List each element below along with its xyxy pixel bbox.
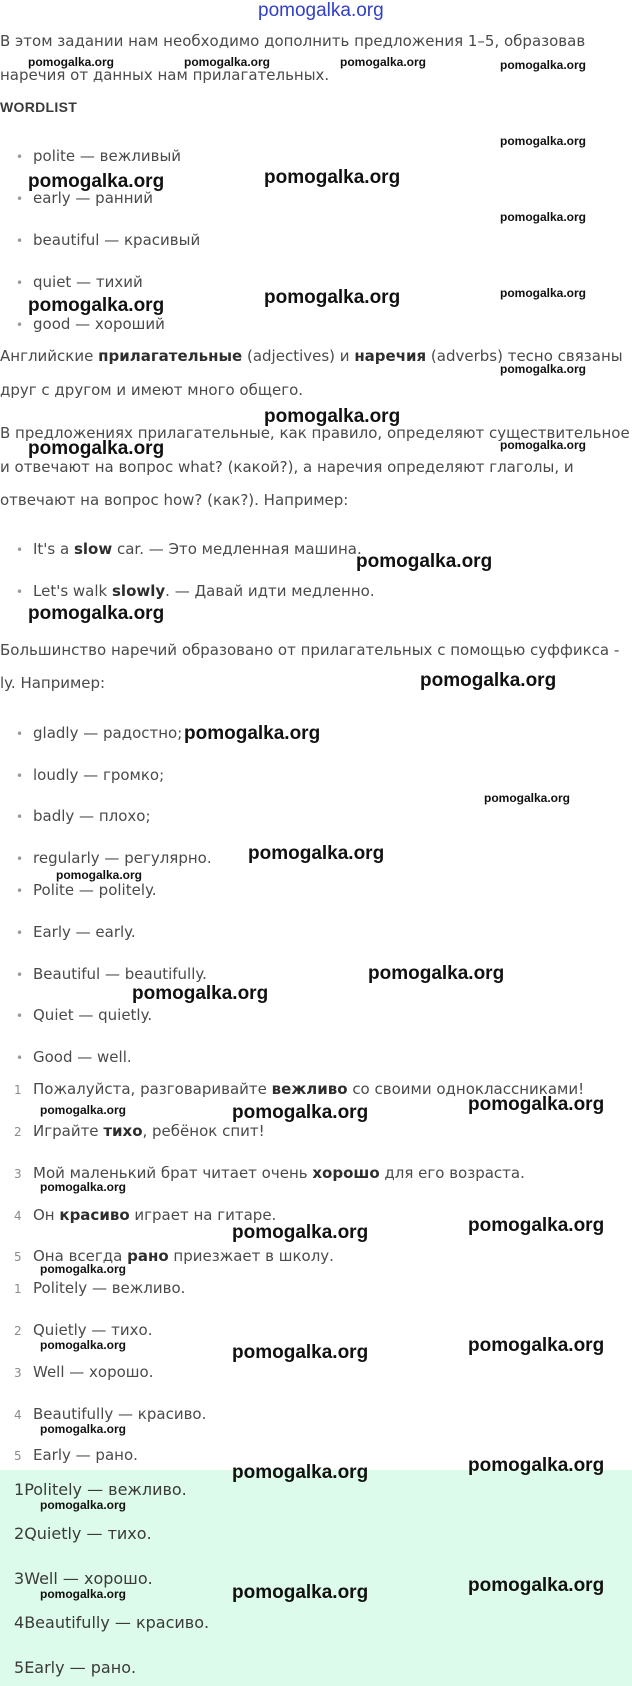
watermark: pomogalka.org bbox=[500, 58, 587, 72]
bullet-icon: • bbox=[16, 926, 24, 940]
theory-paragraph-2-line-1: В предложениях прилагательные, как правило, определяют существительное bbox=[0, 424, 630, 442]
bullet-icon: • bbox=[16, 192, 24, 206]
watermark: pomogalka.org bbox=[264, 406, 401, 427]
watermark: pomogalka.org bbox=[264, 287, 401, 308]
theory-paragraph-3-line-2: ly. Например: bbox=[0, 674, 106, 692]
answer-item: 5 Early — рано. bbox=[14, 1446, 138, 1464]
watermark: pomogalka.org bbox=[40, 1587, 127, 1601]
watermark: pomogalka.org bbox=[356, 551, 493, 572]
bullet-icon: • bbox=[16, 1009, 24, 1023]
bullet-icon: • bbox=[16, 543, 24, 557]
conversion-item: • Early — early. bbox=[16, 923, 136, 941]
watermark: pomogalka.org bbox=[28, 295, 165, 316]
bullet-icon: • bbox=[16, 234, 24, 248]
theory-paragraph-2-line-2: и отвечают на вопрос what? (какой?), а наречия определяют глаголы, и bbox=[0, 458, 574, 476]
watermark: pomogalka.org bbox=[28, 438, 165, 459]
watermark: pomogalka.org bbox=[40, 1338, 127, 1352]
example-item: • Let's walk slowly. — Давай идти медленно. bbox=[16, 582, 375, 600]
bullet-icon: • bbox=[16, 318, 24, 332]
final-answer-item: 3Well — хорошо. bbox=[14, 1569, 153, 1588]
answer-item: 4 Beautifully — красиво. bbox=[14, 1405, 207, 1423]
bullet-icon: • bbox=[16, 150, 24, 164]
sentence-item: 3 Мой маленький брат читает очень хорошо для его возраста. bbox=[14, 1164, 525, 1182]
watermark: pomogalka.org bbox=[468, 1215, 605, 1236]
bullet-icon: • bbox=[16, 727, 24, 741]
wordlist-item: • early — ранний bbox=[16, 189, 153, 207]
bullet-icon: • bbox=[16, 810, 24, 824]
answer-item: 1 Politely — вежливо. bbox=[14, 1279, 186, 1297]
watermark: pomogalka.org bbox=[340, 55, 427, 69]
wordlist-item: • polite — вежливый bbox=[16, 147, 182, 165]
sentence-item: 4 Он красиво играет на гитаре. bbox=[14, 1206, 277, 1224]
conversion-item: • Good — well. bbox=[16, 1048, 132, 1066]
final-answer-item: 5Early — рано. bbox=[14, 1658, 137, 1677]
bullet-icon: • bbox=[16, 884, 24, 898]
final-answer-item: 4Beautifully — красиво. bbox=[14, 1613, 210, 1632]
watermark: pomogalka.org bbox=[232, 1222, 369, 1243]
watermark: pomogalka.org bbox=[468, 1094, 605, 1115]
theory-paragraph-3-line-1: Большинство наречий образовано от прилагательных с помощью суффикса - bbox=[0, 641, 620, 659]
watermark: pomogalka.org bbox=[468, 1455, 605, 1476]
watermark: pomogalka.org bbox=[420, 670, 557, 691]
wordlist-item: • quiet — тихий bbox=[16, 273, 143, 291]
watermark: pomogalka.org bbox=[40, 1262, 127, 1276]
watermark: pomogalka.org bbox=[500, 210, 587, 224]
bullet-icon: • bbox=[16, 585, 24, 599]
ly-example-item: • regularly — регулярно. bbox=[16, 849, 212, 867]
watermark: pomogalka.org bbox=[500, 362, 587, 376]
watermark: pomogalka.org bbox=[184, 723, 321, 744]
watermark: pomogalka.org bbox=[184, 55, 271, 69]
sentence-item: 5 Она всегда рано приезжает в школу. bbox=[14, 1247, 334, 1265]
wordlist-heading: WORDLIST bbox=[0, 99, 78, 115]
watermark: pomogalka.org bbox=[484, 791, 571, 805]
watermark: pomogalka.org bbox=[232, 1342, 369, 1363]
bullet-icon: • bbox=[16, 769, 24, 783]
watermark: pomogalka.org bbox=[40, 1103, 127, 1117]
watermark: pomogalka.org bbox=[264, 167, 401, 188]
watermark: pomogalka.org bbox=[28, 171, 165, 192]
watermark: pomogalka.org bbox=[368, 963, 505, 984]
watermark: pomogalka.org bbox=[132, 983, 269, 1004]
watermark: pomogalka.org bbox=[40, 1180, 127, 1194]
answer-item: 3 Well — хорошо. bbox=[14, 1363, 154, 1381]
bullet-icon: • bbox=[16, 852, 24, 866]
conversion-item: • Beautiful — beautifully. bbox=[16, 965, 207, 983]
theory-paragraph-1-line-1: Английские прилагательные (adjectives) и наречия (adverbs) тесно связаны bbox=[0, 347, 623, 365]
intro-line-2: наречия от данных нам прилагательных. bbox=[0, 66, 330, 84]
watermark: pomogalka.org bbox=[468, 1575, 605, 1596]
watermark: pomogalka.org bbox=[500, 286, 587, 300]
sentence-item: 1 Пожалуйста, разговаривайте вежливо со своими одноклассниками! bbox=[14, 1080, 585, 1098]
wordlist-item: • good — хороший bbox=[16, 315, 165, 333]
watermark: pomogalka.org bbox=[468, 1335, 605, 1356]
final-answer-item: 2Quietly — тихо. bbox=[14, 1524, 152, 1543]
wordlist-item: • beautiful — красивый bbox=[16, 231, 201, 249]
theory-paragraph-1-line-2: друг с другом и имеют много общего. bbox=[0, 381, 304, 399]
bullet-icon: • bbox=[16, 968, 24, 982]
watermark: pomogalka.org bbox=[500, 134, 587, 148]
ly-example-item: • gladly — радостно; bbox=[16, 724, 183, 742]
theory-paragraph-2-line-3: отвечают на вопрос how? (как?). Например: bbox=[0, 491, 349, 509]
example-item: • It's a slow car. — Это медленная машина. bbox=[16, 540, 362, 558]
bullet-icon: • bbox=[16, 1051, 24, 1065]
watermark: pomogalka.org bbox=[28, 55, 115, 69]
watermark: pomogalka.org bbox=[56, 868, 143, 882]
watermark: pomogalka.org bbox=[232, 1462, 369, 1483]
answer-item: 2 Quietly — тихо. bbox=[14, 1321, 153, 1339]
conversion-item: • Quiet — quietly. bbox=[16, 1006, 153, 1024]
intro-line-1: В этом задании нам необходимо дополнить предложения 1–5, образовав bbox=[0, 32, 586, 50]
site-logo[interactable]: pomogalka.org bbox=[258, 0, 384, 21]
watermark: pomogalka.org bbox=[40, 1422, 127, 1436]
ly-example-item: • badly — плохо; bbox=[16, 807, 151, 825]
watermark: pomogalka.org bbox=[232, 1582, 369, 1603]
sentence-item: 2 Играйте тихо, ребёнок спит! bbox=[14, 1122, 265, 1140]
conversion-item: • Polite — politely. bbox=[16, 881, 157, 899]
watermark: pomogalka.org bbox=[500, 438, 587, 452]
watermark: pomogalka.org bbox=[232, 1102, 369, 1123]
watermark: pomogalka.org bbox=[248, 843, 385, 864]
bullet-icon: • bbox=[16, 276, 24, 290]
final-answer-item: 1Politely — вежливо. bbox=[14, 1480, 187, 1499]
watermark: pomogalka.org bbox=[40, 1498, 127, 1512]
ly-example-item: • loudly — громко; bbox=[16, 766, 165, 784]
watermark: pomogalka.org bbox=[28, 603, 165, 624]
